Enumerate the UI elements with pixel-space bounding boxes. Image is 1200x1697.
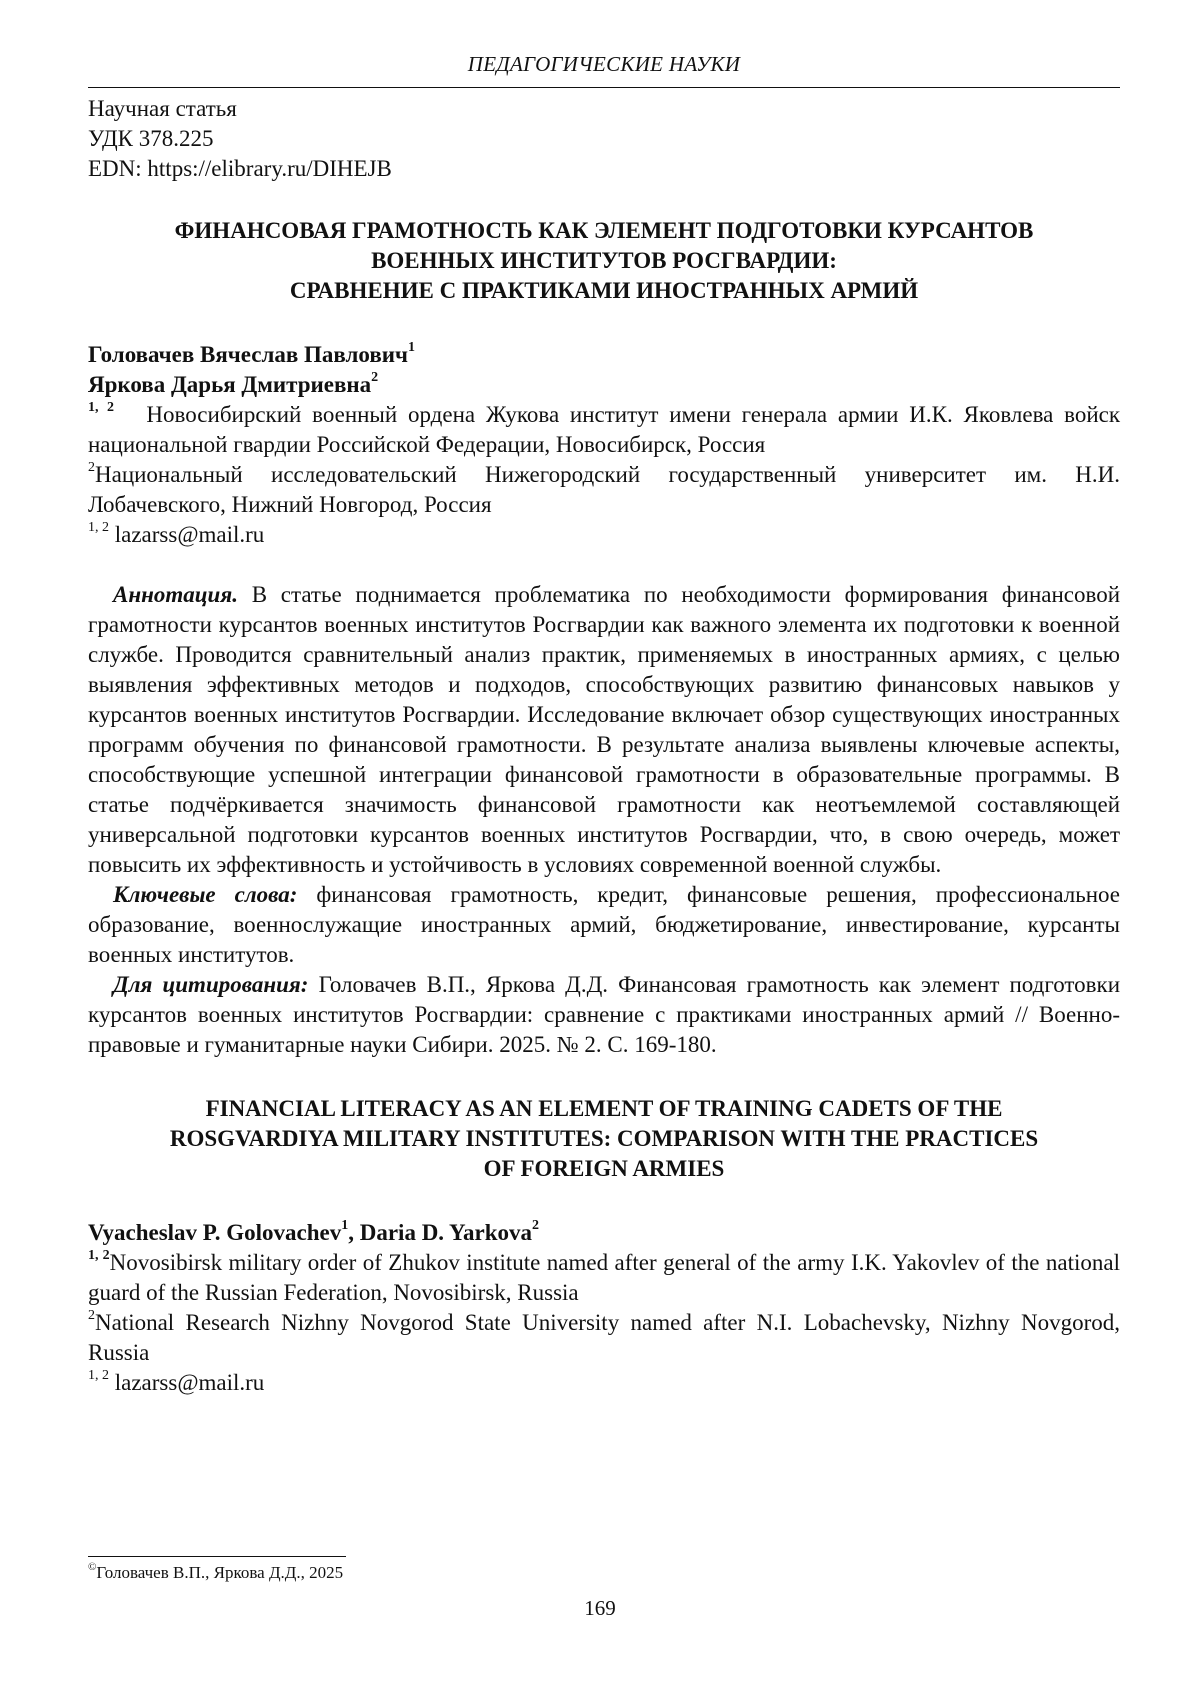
running-header: ПЕДАГОГИЧЕСКИЕ НАУКИ <box>467 52 741 76</box>
affiliation-sup: 2 <box>88 460 95 476</box>
email-sup: 1, 2 <box>88 520 109 536</box>
author-separator: , <box>348 1220 360 1245</box>
edn-link[interactable]: EDN: https://elibrary.ru/DIHEJB <box>88 156 392 181</box>
en-affiliation-2 <box>88 1308 1120 1368</box>
article-page <box>88 0 1120 1398</box>
email-address[interactable]: lazarss@mail.ru <box>114 522 265 547</box>
header-rule <box>88 87 1120 88</box>
copyright-sup: © <box>88 1561 97 1574</box>
en-title-line: FINANCIAL LITERACY AS AN ELEMENT OF TRAINING CADETS OF THE <box>205 1096 1003 1121</box>
en-authors <box>88 1218 1120 1398</box>
author-sup: 1 <box>408 340 416 356</box>
keywords-paragraph <box>88 880 1120 970</box>
en-title <box>88 1094 1120 1184</box>
ru-title-line: ВОЕННЫХ ИНСТИТУТОВ РОСГВАРДИИ: <box>371 248 837 273</box>
author-name: Daria D. Yarkova <box>359 1220 533 1245</box>
affiliation-sup: 1, 2 <box>88 1248 110 1264</box>
abstract-paragraph <box>88 580 1120 880</box>
ru-affiliation-1 <box>88 400 1120 460</box>
udk-code: УДК 378.225 <box>88 126 214 151</box>
abstract-text: В статье поднимается проблематика по необходимости формирования финансовой грамотности курсантов военных институтов Росгвардии как важного элемента их подготовки к военной службе. Проводится сравнительный анализ практик, применяемых в иностранных армиях, с целью выявления эффективных методов и подходов, способствующих развитию финансовых навыков у курсантов военных институтов Росгвардии. Исследование включает обзор существующих иностранных программ обучения по финансовой грамотности. В результате анализа выявлены ключевые аспекты, способствующие успешной интеграции финансовой грамотности в образовательные программы. В статье подчёркивается значимость финансовой грамотности как неотъемлемой составляющей универсальной подготовки курсантов военных институтов Росгвардии, что, в свою очередь, может повысить их эффективность и устойчивость в условиях современной военной службы. <box>88 582 1120 877</box>
author-name: Головачев Вячеслав Павлович <box>88 342 409 367</box>
en-email <box>88 1368 1120 1398</box>
ru-abstract-block <box>88 580 1120 1060</box>
keywords-label: Ключевые слова: <box>113 882 298 907</box>
abstract-label: Аннотация. <box>113 582 238 607</box>
ru-affiliation-2 <box>88 460 1120 520</box>
en-author-line <box>88 1218 1120 1248</box>
ru-authors <box>88 340 1120 550</box>
author-name: Яркова Дарья Дмитриевна <box>88 372 372 397</box>
affiliation-sup: 2 <box>88 1308 95 1324</box>
author-sup: 2 <box>532 1218 540 1234</box>
en-affiliation-1 <box>88 1248 1120 1308</box>
author-name: Vyacheslav P. Golovachev <box>88 1220 342 1245</box>
affiliation-text: National Research Nizhny Novgorod State University named after N.I. Lobachevsky, Nizhny Novgorod, Russia <box>88 1310 1120 1365</box>
ru-author-2 <box>88 370 1120 400</box>
email-sup: 1, 2 <box>88 1368 109 1384</box>
ru-title-line: СРАВНЕНИЕ С ПРАКТИКАМИ ИНОСТРАННЫХ АРМИЙ <box>289 278 919 303</box>
affiliation-text: Novosibirsk military order of Zhukov institute named after general of the army I.K. Yakovlev of the national guard of the Russian Federation, Novosibirsk, Russia <box>88 1250 1120 1305</box>
article-type: Научная статья <box>88 96 237 121</box>
affiliation-sup: 1, 2 <box>88 400 115 416</box>
ru-title-line: ФИНАНСОВАЯ ГРАМОТНОСТЬ КАК ЭЛЕМЕНТ ПОДГОТОВКИ КУРСАНТОВ <box>174 218 1034 243</box>
copyright-text: Головачев В.П., Яркова Д.Д., 2025 <box>96 1563 344 1582</box>
ru-title <box>88 216 1120 306</box>
footnote-rule <box>88 1556 346 1557</box>
citation-text: Головачев В.П., Яркова Д.Д. Финансовая грамотность как элемент подготовки курсантов военных институтов Росгвардии: сравнение с практиками иностранных армий // Военно-правовые и гуманитарные науки Сибири. 2025. № 2. С. 169-180. <box>88 972 1120 1057</box>
ru-email <box>88 520 1120 550</box>
en-title-line: ROSGVARDIYA MILITARY INSTITUTES: COMPARISON WITH THE PRACTICES <box>169 1126 1039 1151</box>
article-meta <box>88 94 1120 184</box>
author-sup: 1 <box>341 1218 349 1234</box>
affiliation-text: Национальный исследовательский Нижегородский государственный университет им. Н.И. Лобачевского, Нижний Новгород, Россия <box>88 462 1120 517</box>
ru-author-1 <box>88 340 1120 370</box>
en-title-line: OF FOREIGN ARMIES <box>483 1156 725 1181</box>
author-sup: 2 <box>371 370 379 386</box>
page-number: 169 <box>584 1596 616 1620</box>
copyright-footnote <box>88 1563 343 1583</box>
keywords-text: финансовая грамотность, кредит, финансовые решения, профессиональное образование, военнослужащие иностранных армий, бюджетирование, инвестирование, курсанты военных институтов. <box>88 882 1121 967</box>
citation-paragraph <box>88 970 1120 1060</box>
citation-label: Для цитирования: <box>113 972 309 997</box>
affiliation-text: Новосибирский военный ордена Жукова институт имени генерала армии И.К. Яковлева войск национальной гвардии Российской Федерации, Новосибирск, Россия <box>88 402 1121 457</box>
email-address[interactable]: lazarss@mail.ru <box>114 1370 265 1395</box>
